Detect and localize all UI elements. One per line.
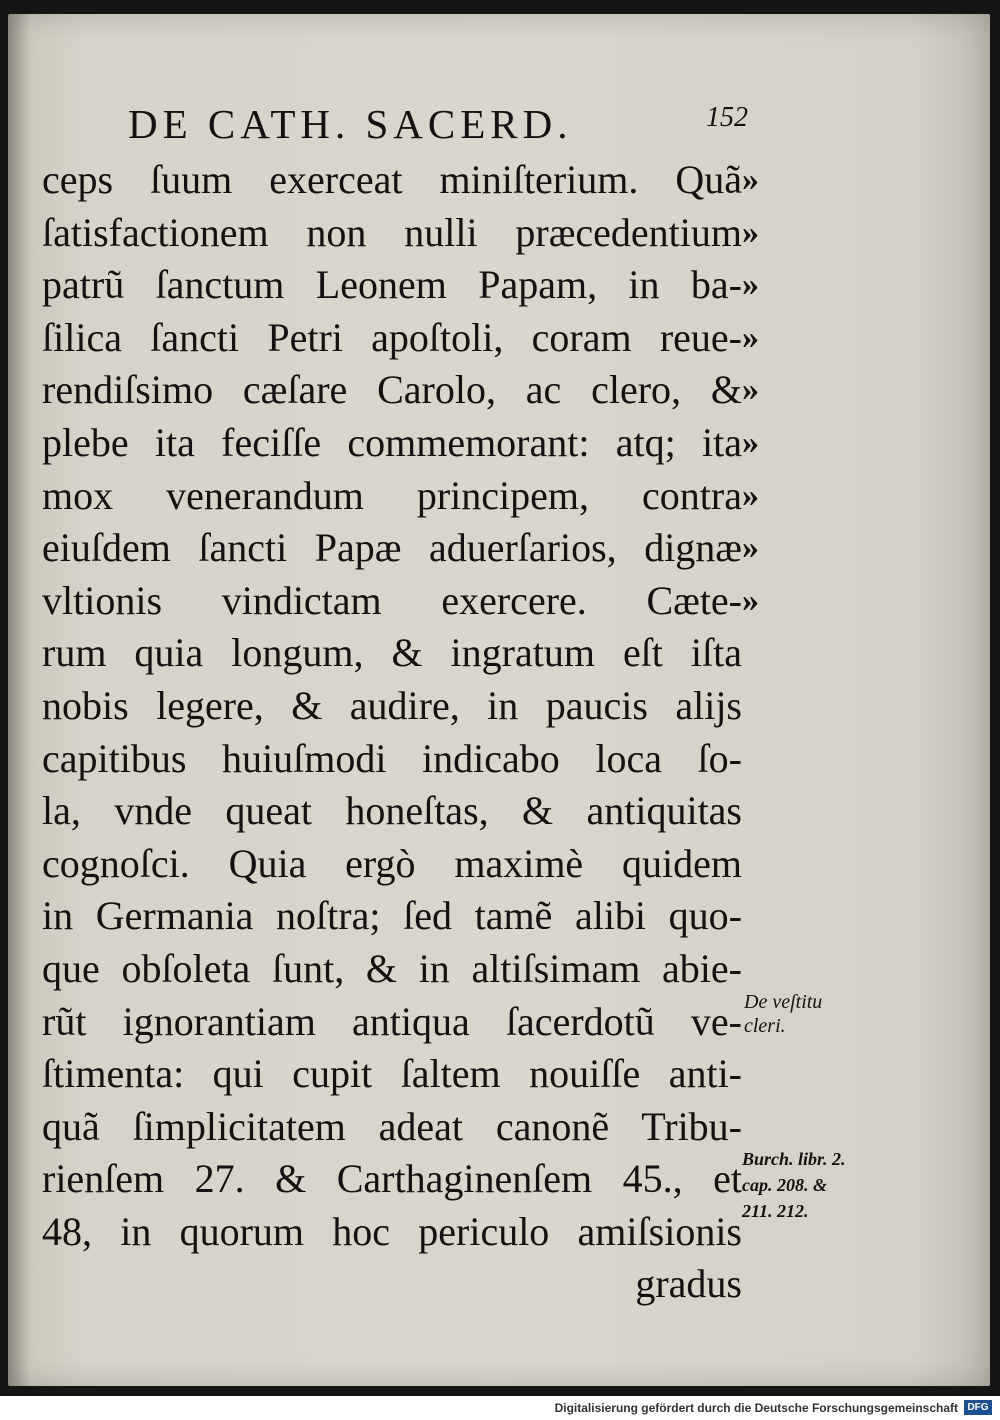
text-line: rum quia longum, & ingratum eſt iſta bbox=[42, 630, 742, 676]
catchword: gradus bbox=[635, 1261, 742, 1307]
marginal-note-line: 211. 212. bbox=[742, 1201, 809, 1221]
quotation-mark: » bbox=[742, 161, 759, 198]
text-line: quã ſimplicitatem adeat canonẽ Tribu- bbox=[42, 1103, 742, 1149]
text-line: que obſoleta ſunt, & in altiſsimam abie- bbox=[42, 945, 742, 991]
marginal-note-line: Burch. libr. 2. bbox=[742, 1149, 846, 1169]
text-line: capitibus huiuſmodi indicabo loca ſo- bbox=[42, 735, 742, 781]
text-line: eiuſdem ſancti Papæ aduerſarios, dignæ bbox=[42, 525, 742, 571]
quotation-mark: » bbox=[742, 476, 759, 514]
text-line: rendiſsimo cæſare Carolo, ac clero, & bbox=[42, 367, 742, 413]
text-line: cognoſci. Quia ergò maximè quidem bbox=[42, 840, 742, 886]
body-text bbox=[42, 154, 742, 1311]
text-line: ſatisfactionem non nulli præcedentium bbox=[42, 209, 742, 255]
marginal-note-line: cleri. bbox=[744, 1015, 786, 1037]
marginal-note-line: De veſtitu bbox=[744, 991, 823, 1013]
quotation-mark: » bbox=[742, 423, 759, 461]
quotation-mark: » bbox=[742, 581, 759, 619]
running-head bbox=[128, 100, 748, 146]
dfg-logo-icon: DFG bbox=[964, 1400, 992, 1415]
text-line: la, vnde queat honeſtas, & antiquitas bbox=[42, 788, 742, 834]
text-line: mox venerandum principem, contra bbox=[42, 472, 742, 518]
text-line: ceps ſuum exerceat miniſterium. Quã bbox=[42, 157, 742, 202]
quotation-mark: » bbox=[742, 318, 759, 356]
quotation-mark: » bbox=[742, 266, 759, 304]
page-gutter-shadow bbox=[8, 14, 30, 1386]
quotation-mark: » bbox=[742, 371, 759, 409]
text-line: patrũ ſanctum Leonem Papam, in ba- bbox=[42, 262, 742, 308]
text-line: ſilica ſancti Petri apoſtoli, coram reue- bbox=[42, 314, 742, 360]
text-line: plebe ita feciſſe commemorant: atq; ita bbox=[42, 419, 742, 465]
text-line: in Germania noſtra; ſed tamẽ alibi quo- bbox=[42, 893, 742, 939]
marginal-note-line: cap. 208. & bbox=[742, 1175, 827, 1195]
text-line: rienſem 27. & Carthaginenſem 45., et bbox=[42, 1156, 742, 1202]
page-number: 152 bbox=[706, 102, 748, 133]
marginal-note-vestitu bbox=[744, 990, 822, 1038]
marginal-note-burchard bbox=[742, 1146, 846, 1224]
digitization-footer bbox=[0, 1396, 1000, 1420]
text-line: rũt ignorantiam antiqua ſacerdotũ ve- bbox=[42, 998, 742, 1044]
text-line: 48, in quorum hoc periculo amiſsionis bbox=[42, 1208, 742, 1254]
text-line: nobis legere, & audire, in paucis alijs bbox=[42, 682, 742, 728]
text-line: vltionis vindictam exercere. Cæte- bbox=[42, 577, 742, 623]
quotation-mark: » bbox=[742, 213, 759, 251]
footer-credit: Digitalisierung gefördert durch die Deutsche Forschungsgemeinschaft bbox=[554, 1401, 958, 1415]
quotation-marks-column bbox=[742, 154, 782, 627]
text-line: ſtimenta: qui cupit ſaltem nouiſſe anti- bbox=[42, 1051, 742, 1097]
quotation-mark: » bbox=[742, 529, 759, 567]
running-head-title: DE CATH. SACERD. bbox=[128, 101, 573, 147]
